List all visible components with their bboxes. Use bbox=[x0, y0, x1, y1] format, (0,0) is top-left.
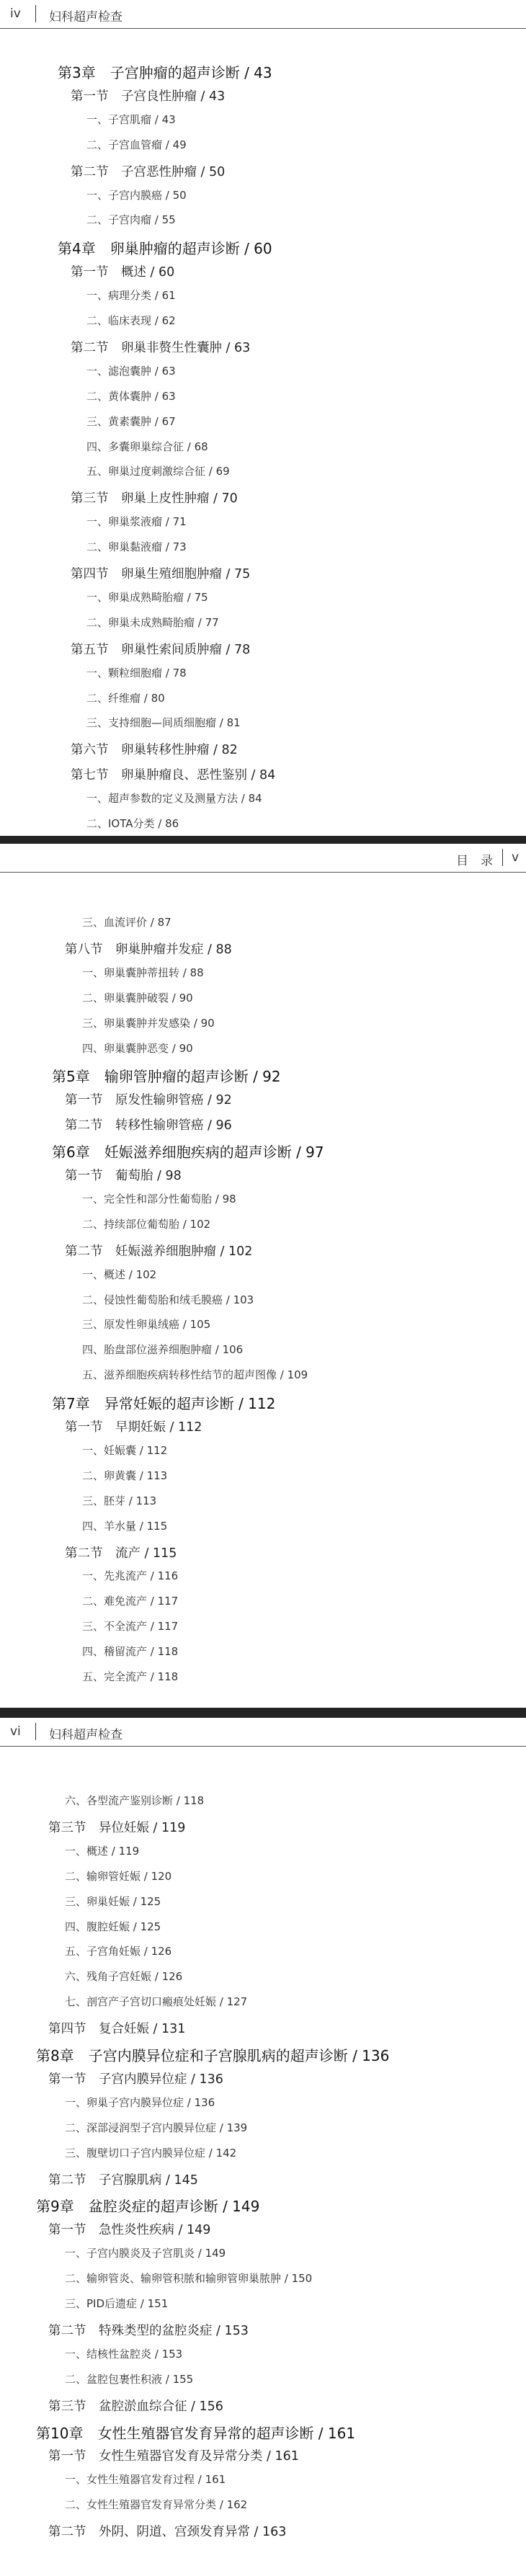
toc-section-entry: 第二节 子宫恶性肿瘤 / 50 bbox=[71, 164, 226, 179]
toc-item-entry: 五、完全流产 / 118 bbox=[82, 1670, 179, 1683]
toc-item-entry: 二、卵巢未成熟畸胎瘤 / 77 bbox=[86, 615, 219, 629]
toc-item-entry: 二、深部浸润型子宫内膜异位症 / 139 bbox=[65, 2121, 248, 2134]
toc-item-entry: 二、卵黄囊 / 113 bbox=[82, 1469, 168, 1482]
toc-section-entry: 第一节 原发性输卵管癌 / 92 bbox=[65, 1093, 232, 1108]
toc-item-entry: 四、卵巢囊肿恶变 / 90 bbox=[82, 1041, 193, 1055]
book-title: 目 录 bbox=[456, 854, 493, 868]
toc-item-entry: 二、卵巢囊肿破裂 / 90 bbox=[82, 991, 193, 1004]
toc-section-entry: 第三节 异位妊娠 / 119 bbox=[48, 1820, 186, 1835]
toc-item-entry: 二、女性生殖器官发育异常分类 / 162 bbox=[65, 2498, 248, 2512]
toc-section-entry: 第二节 卵巢非赘生性囊肿 / 63 bbox=[71, 340, 251, 355]
page-header bbox=[0, 844, 526, 873]
toc-item-entry: 一、颗粒细胞瘤 / 78 bbox=[86, 666, 187, 679]
toc-item-entry: 一、概述 / 119 bbox=[65, 1844, 140, 1858]
toc-item-entry: 四、羊水量 / 115 bbox=[82, 1519, 168, 1533]
toc-item-entry: 一、结核性盆腔炎 / 153 bbox=[65, 2347, 183, 2361]
toc-item-entry: 一、概述 / 102 bbox=[82, 1267, 157, 1281]
toc-page-1 bbox=[0, 0, 526, 836]
toc-item-entry: 一、子宫肌瘤 / 43 bbox=[86, 112, 176, 126]
toc-item-entry: 二、输卵管炎、输卵管积脓和输卵管卵巢脓肿 / 150 bbox=[65, 2272, 313, 2286]
toc-item-entry: 二、持续部位葡萄胎 / 102 bbox=[82, 1217, 211, 1231]
toc-item-entry: 三、支持细胞—间质细胞瘤 / 81 bbox=[86, 716, 241, 730]
toc-page-2 bbox=[0, 844, 526, 1708]
toc-item-entry: 二、盆腔包裹性积液 / 155 bbox=[65, 2372, 194, 2386]
toc-section-entry: 第一节 早期妊娠 / 112 bbox=[65, 1420, 202, 1435]
page-header bbox=[0, 0, 526, 29]
toc-item-entry: 一、卵巢子宫内膜异位症 / 136 bbox=[65, 2095, 215, 2109]
page-number: iv bbox=[10, 6, 21, 21]
page-separator bbox=[0, 836, 526, 844]
toc-chapter-entry: 第8章 子宫内膜异位症和子宫腺肌病的超声诊断 / 136 bbox=[36, 2047, 390, 2064]
book-title: 妇科超声检查 bbox=[49, 1728, 122, 1742]
header-divider bbox=[502, 849, 503, 866]
toc-section-entry: 第二节 转移性输卵管癌 / 96 bbox=[65, 1118, 232, 1133]
toc-section-entry: 第三节 卵巢上皮性肿瘤 / 70 bbox=[71, 491, 238, 507]
header-rule bbox=[0, 28, 526, 29]
toc-item-entry: 一、女性生殖器官发育过程 / 161 bbox=[65, 2473, 226, 2487]
toc-item-entry: 四、胎盘部位滋养细胞肿瘤 / 106 bbox=[82, 1343, 244, 1357]
page-number: v bbox=[512, 850, 520, 865]
toc-item-entry: 三、PID后遗症 / 151 bbox=[65, 2297, 169, 2310]
toc-section-entry: 第一节 女性生殖器官发育及异常分类 / 161 bbox=[48, 2449, 299, 2464]
toc-item-entry: 二、侵蚀性葡萄胎和绒毛膜癌 / 103 bbox=[82, 1293, 254, 1306]
toc-section-entry: 第四节 卵巢生殖细胞肿瘤 / 75 bbox=[71, 567, 251, 581]
toc-section-entry: 第三节 盆腔淤血综合征 / 156 bbox=[48, 2399, 223, 2414]
toc-section-entry: 第八节 卵巢肿瘤并发症 / 88 bbox=[65, 942, 232, 957]
toc-item-entry: 七、剖宫产子宫切口瘢痕处妊娠 / 127 bbox=[65, 1995, 248, 2009]
toc-item-entry: 二、难免流产 / 117 bbox=[82, 1595, 179, 1608]
toc-chapter-entry: 第5章 输卵管肿瘤的超声诊断 / 92 bbox=[52, 1068, 281, 1086]
toc-section-entry: 第二节 子宫腺肌病 / 145 bbox=[48, 2172, 198, 2188]
toc-item-entry: 三、卵巢妊娠 / 125 bbox=[65, 1894, 161, 1908]
toc-item-entry: 三、卵巢囊肿并发感染 / 90 bbox=[82, 1016, 215, 1030]
toc-item-entry: 三、血流评价 / 87 bbox=[82, 916, 171, 929]
toc-section-entry: 第二节 特殊类型的盆腔炎症 / 153 bbox=[48, 2323, 249, 2338]
toc-item-entry: 一、先兆流产 / 116 bbox=[82, 1569, 179, 1583]
toc-item-entry: 二、子宫血管瘤 / 49 bbox=[86, 138, 187, 151]
toc-chapter-entry: 第9章 盆腔炎症的超声诊断 / 149 bbox=[36, 2198, 260, 2216]
toc-section-entry: 第一节 概述 / 60 bbox=[71, 265, 175, 280]
toc-item-entry: 四、多囊卵巢综合征 / 68 bbox=[86, 440, 208, 453]
toc-item-entry: 二、子宫肉瘤 / 55 bbox=[86, 213, 176, 227]
header-rule bbox=[0, 872, 526, 873]
toc-chapter-entry: 第7章 异常妊娠的超声诊断 / 112 bbox=[52, 1395, 276, 1413]
toc-item-entry: 三、不全流产 / 117 bbox=[82, 1620, 179, 1634]
book-title: 妇科超声检查 bbox=[49, 10, 122, 24]
toc-item-entry: 三、黄素囊肿 / 67 bbox=[86, 414, 176, 428]
toc-item-entry: 四、稽留流产 / 118 bbox=[82, 1645, 179, 1659]
toc-chapter-entry: 第10章 女性生殖器官发育异常的超声诊断 / 161 bbox=[36, 2424, 356, 2442]
page-separator bbox=[0, 1708, 526, 1718]
toc-item-entry: 二、输卵管妊娠 / 120 bbox=[65, 1869, 172, 1883]
page-header bbox=[0, 1718, 526, 1747]
header-rule bbox=[0, 1746, 526, 1747]
toc-section-entry: 第二节 妊娠滋养细胞肿瘤 / 102 bbox=[65, 1244, 253, 1259]
toc-section-entry: 第五节 卵巢性索间质肿瘤 / 78 bbox=[71, 642, 251, 657]
toc-item-entry: 四、腹腔妊娠 / 125 bbox=[65, 1920, 161, 1933]
toc-item-entry: 一、完全性和部分性葡萄胎 / 98 bbox=[82, 1192, 236, 1205]
toc-item-entry: 一、卵巢成熟畸胎瘤 / 75 bbox=[86, 590, 208, 604]
toc-item-entry: 二、卵巢黏液瘤 / 73 bbox=[86, 540, 187, 554]
toc-item-entry: 六、各型流产鉴别诊断 / 118 bbox=[65, 1794, 205, 1807]
toc-chapter-entry: 第3章 子宫肿瘤的超声诊断 / 43 bbox=[58, 64, 272, 81]
toc-item-entry: 五、子宫角妊娠 / 126 bbox=[65, 1945, 172, 1958]
toc-section-entry: 第二节 外阴、阴道、宫颈发育异常 / 163 bbox=[48, 2525, 287, 2540]
toc-item-entry: 二、IOTA分类 / 86 bbox=[86, 817, 179, 830]
page-number: vi bbox=[10, 1724, 21, 1739]
toc-item-entry: 二、临床表现 / 62 bbox=[86, 314, 176, 327]
toc-page-3 bbox=[0, 1718, 526, 2576]
toc-item-entry: 五、卵巢过度刺激综合征 / 69 bbox=[86, 465, 230, 478]
toc-section-entry: 第六节 卵巢转移性肿瘤 / 82 bbox=[71, 743, 238, 758]
toc-section-entry: 第一节 子宫良性肿瘤 / 43 bbox=[71, 89, 226, 104]
header-divider bbox=[35, 5, 36, 22]
header-divider bbox=[35, 1723, 36, 1740]
toc-section-entry: 第一节 子宫内膜异位症 / 136 bbox=[48, 2072, 223, 2087]
toc-item-entry: 三、腹壁切口子宫内膜异位症 / 142 bbox=[65, 2146, 237, 2160]
toc-item-entry: 一、子宫内膜炎及子宫肌炎 / 149 bbox=[65, 2247, 226, 2260]
toc-item-entry: 二、黄体囊肿 / 63 bbox=[86, 389, 176, 403]
toc-item-entry: 一、超声参数的定义及测量方法 / 84 bbox=[86, 792, 262, 806]
toc-item-entry: 一、滤泡囊肿 / 63 bbox=[86, 364, 176, 378]
toc-chapter-entry: 第4章 卵巢肿瘤的超声诊断 / 60 bbox=[58, 240, 272, 258]
toc-item-entry: 一、病理分类 / 61 bbox=[86, 289, 176, 303]
toc-item-entry: 一、子宫内膜癌 / 50 bbox=[86, 188, 187, 202]
toc-item-entry: 三、胚芽 / 113 bbox=[82, 1494, 157, 1507]
toc-item-entry: 五、滋养细胞疾病转移性结节的超声图像 / 109 bbox=[82, 1368, 308, 1382]
toc-section-entry: 第一节 急性炎性疾病 / 149 bbox=[48, 2223, 211, 2238]
toc-item-entry: 一、卵巢浆液瘤 / 71 bbox=[86, 515, 187, 529]
toc-item-entry: 二、纤维瘤 / 80 bbox=[86, 691, 165, 705]
toc-section-entry: 第一节 葡萄胎 / 98 bbox=[65, 1169, 182, 1183]
toc-item-entry: 三、原发性卵巢绒癌 / 105 bbox=[82, 1318, 211, 1332]
toc-item-entry: 六、残角子宫妊娠 / 126 bbox=[65, 1970, 183, 1984]
toc-item-entry: 一、妊娠囊 / 112 bbox=[82, 1443, 168, 1457]
toc-chapter-entry: 第6章 妊娠滋养细胞疾病的超声诊断 / 97 bbox=[52, 1144, 324, 1162]
toc-section-entry: 第四节 复合妊娠 / 131 bbox=[48, 2022, 186, 2037]
toc-item-entry: 一、卵巢囊肿蒂扭转 / 88 bbox=[82, 966, 204, 979]
toc-section-entry: 第二节 流产 / 115 bbox=[65, 1546, 177, 1561]
toc-section-entry: 第七节 卵巢肿瘤良、恶性鉴别 / 84 bbox=[71, 768, 276, 783]
